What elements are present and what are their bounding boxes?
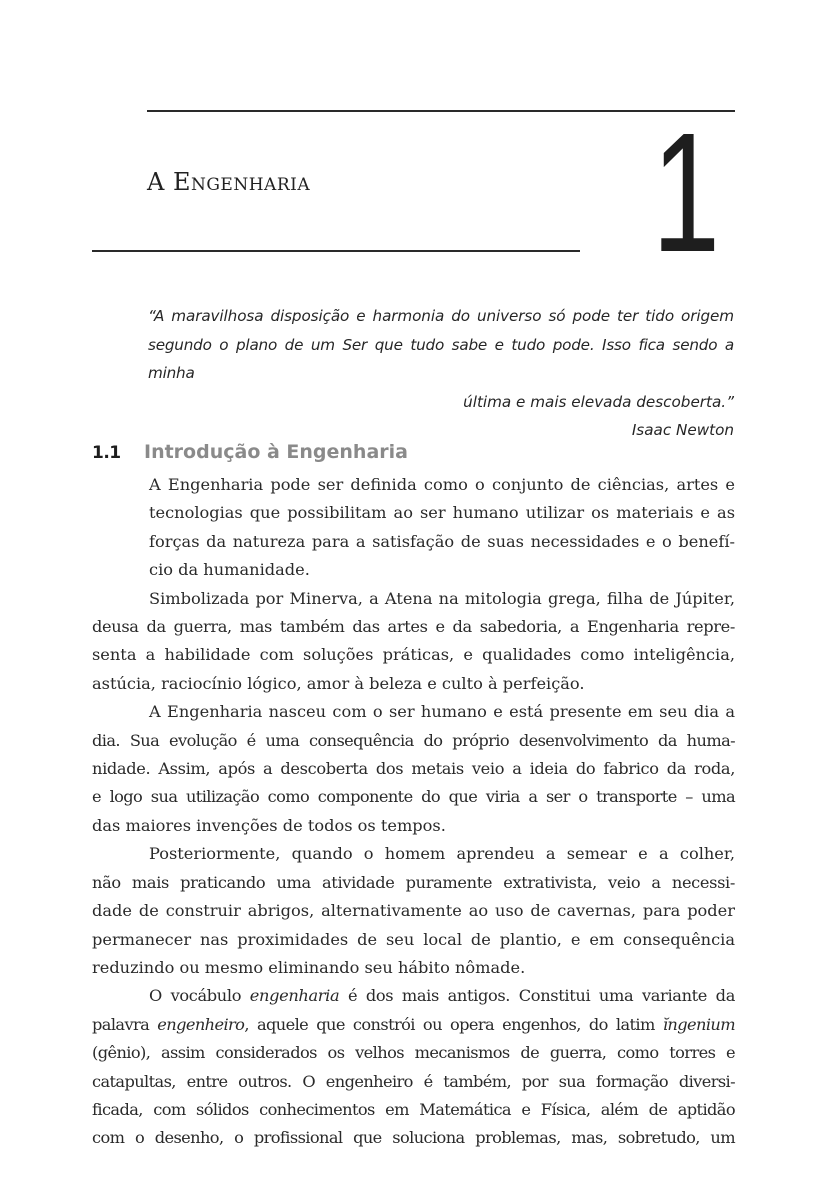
italic-term: engenheiro xyxy=(157,1014,245,1034)
text-line: permanecer nas proximidades de seu local de plantio, e em consequência xyxy=(92,929,735,949)
text-line: (gênio), assim considerados os velhos mecanismos de guerra, como torres e xyxy=(92,1043,735,1063)
epigraph-author: Isaac Newton xyxy=(631,421,734,439)
paragraph xyxy=(92,698,735,840)
epigraph-line: “A maravilhosa disposição e harmonia do universo só pode ter tido origem xyxy=(148,307,734,325)
text-line xyxy=(92,1011,735,1039)
section-heading xyxy=(92,441,408,463)
epigraph-line: segundo o plano de um Ser que tudo sabe e tudo pode. Isso fica sendo a minha xyxy=(148,335,734,382)
text-line: astúcia, raciocínio lógico, amor à beleza e culto à perfeição. xyxy=(92,673,585,693)
paragraph xyxy=(92,585,735,699)
text-line: e logo sua utilização como componente do que viria a ser o transporte – uma xyxy=(92,787,735,807)
text-line: A Engenharia nasceu com o ser humano e está presente em seu dia a xyxy=(149,702,735,722)
section-title: Introdução à Engenharia xyxy=(144,441,408,463)
epigraph-line: última e mais elevada descoberta.” xyxy=(463,392,734,411)
text-line: nidade. Assim, após a descoberta dos metais veio a ideia do fabrico da roda, xyxy=(92,759,735,779)
text-line: dade de construir abrigos, alternativamente ao uso de cavernas, para poder xyxy=(92,901,735,921)
text-line: senta a habilidade com soluções práticas, e qualidades como inteligência, xyxy=(92,645,735,665)
paragraph xyxy=(92,471,735,585)
chapter-title: A Engenharia xyxy=(147,168,311,196)
text-line: não mais praticando uma atividade puramente extrativista, veio a necessi- xyxy=(92,872,735,892)
text-run: é dos mais antigos. Constitui uma variante da xyxy=(339,986,735,1006)
text-line: A Engenharia pode ser definida como o conjunto de ciências, artes e xyxy=(149,475,735,494)
text-line: com o desenho, o profissional que soluciona problemas, mas, sobretudo, um xyxy=(92,1128,735,1148)
text-line: tecnologias que possibilitam ao ser humano utilizar os materiais e as xyxy=(149,503,735,523)
text-run: palavra xyxy=(92,1014,158,1034)
text-line: forças da natureza para a satisfação de suas necessidades e o benefí- xyxy=(149,531,735,551)
epigraph xyxy=(148,302,734,445)
chapter-number: 1 xyxy=(652,98,721,288)
text-line: ficada, com sólidos conhecimentos em Matemática e Física, além de aptidão xyxy=(92,1099,735,1119)
text-line: Posteriormente, quando o homem aprendeu a semear e a colher, xyxy=(149,844,735,864)
text-run: , aquele que constrói ou opera engenhos, do latim xyxy=(244,1014,663,1034)
italic-term: ĭngenium xyxy=(662,1014,735,1034)
text-line xyxy=(92,982,735,1010)
text-line: das maiores invenções de todos os tempos. xyxy=(92,815,446,835)
text-line: deusa da guerra, mas também das artes e da sabedoria, a Engenharia repre- xyxy=(92,617,735,637)
chapter-bottom-rule xyxy=(92,250,580,252)
paragraph xyxy=(92,840,735,982)
text-line: cio da humanidade. xyxy=(149,560,310,580)
body-text xyxy=(92,471,735,1153)
italic-term: engenharia xyxy=(249,986,340,1006)
text-run: O vocábulo xyxy=(149,986,250,1006)
text-line: Simbolizada por Minerva, a Atena na mitologia grega, filha de Júpiter, xyxy=(149,588,735,608)
text-line: dia. Sua evolução é uma consequência do próprio desenvolvimento da huma- xyxy=(92,730,735,750)
chapter-top-rule xyxy=(147,110,735,112)
text-line: reduzindo ou mesmo eliminando seu hábito nômade. xyxy=(92,957,526,977)
text-line: catapultas, entre outros. O engenheiro é também, por sua formação diversi- xyxy=(92,1071,735,1091)
paragraph xyxy=(92,982,735,1152)
section-number: 1.1 xyxy=(92,443,121,463)
